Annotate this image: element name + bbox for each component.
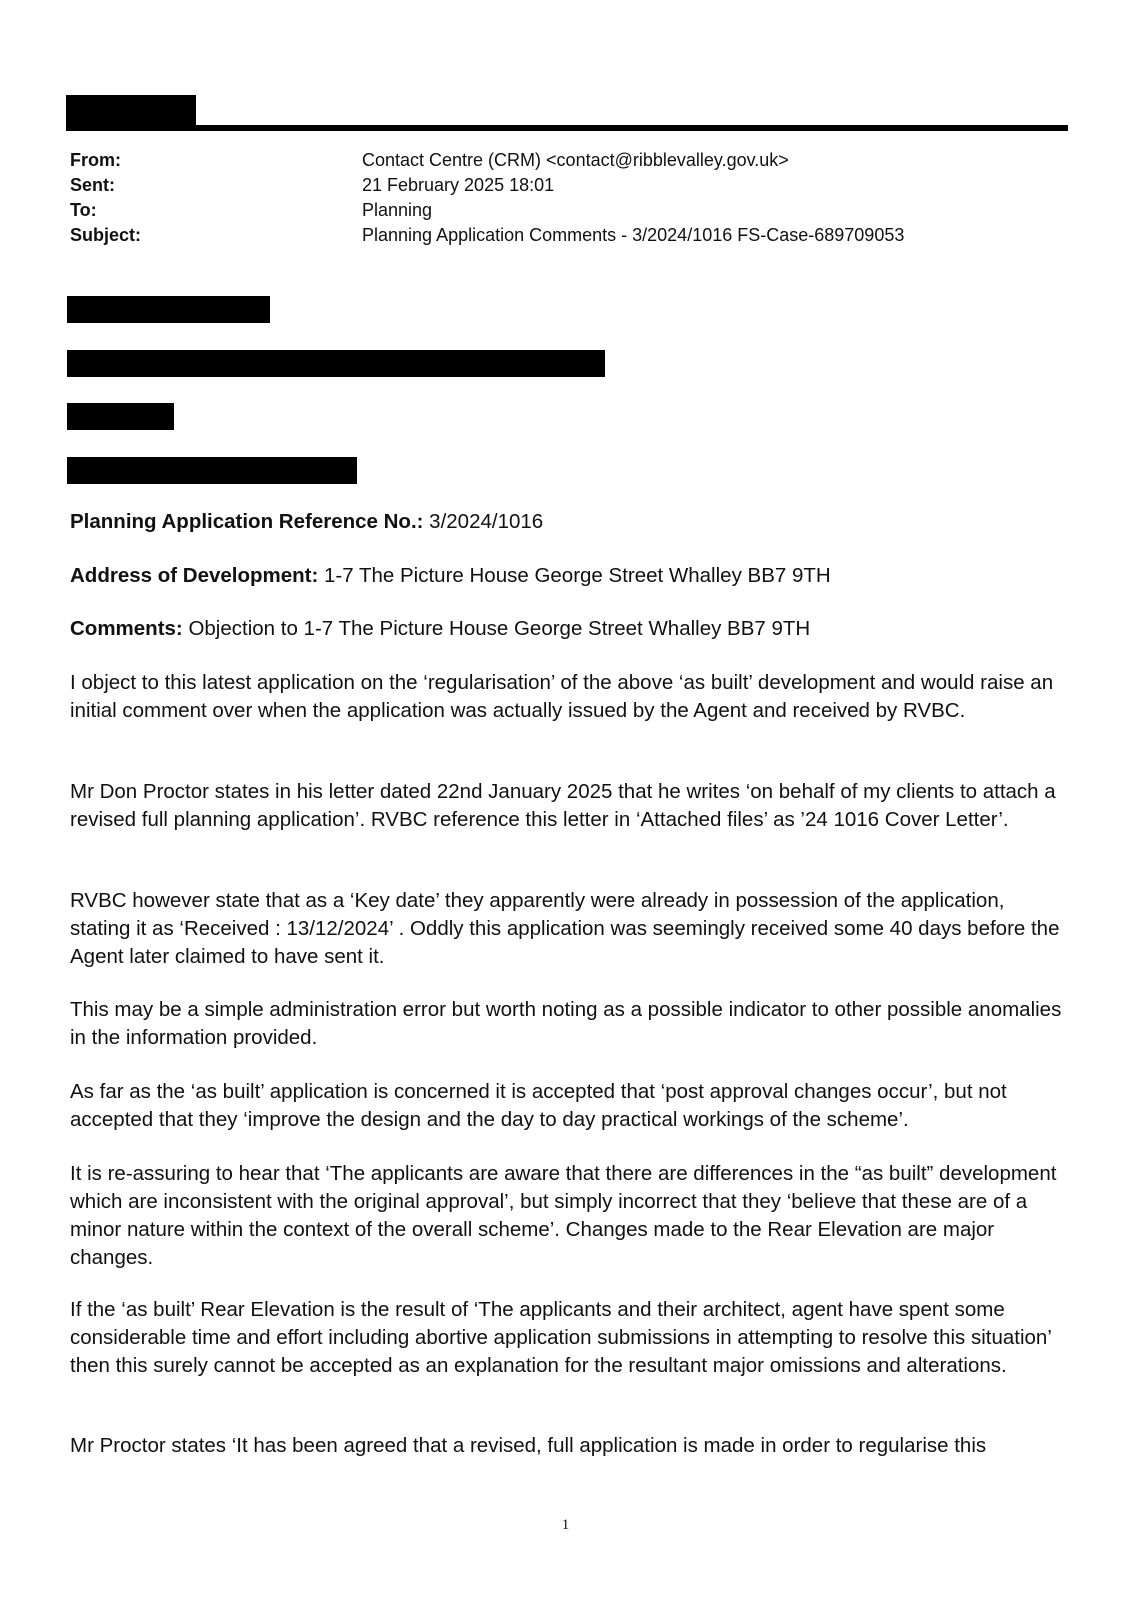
paragraph-8-text: Mr Proctor states ‘It has been agreed that a revised, full application is made in order to regularise this <box>70 1434 987 1457</box>
from-value: Contact Centre (CRM) <contact@ribblevalley.gov.uk> <box>362 150 789 170</box>
paragraph-1-text: I object to this latest application on the ‘regularisation’ of the above ‘as built’ development and would raise an initial comment over when the application was actually issued by the Agent and received by RVBC. <box>70 671 1054 722</box>
paragraph-3 <box>70 887 1070 971</box>
paragraph-6 <box>70 1160 1070 1272</box>
comments-line <box>70 615 1070 643</box>
to-value: Planning <box>362 200 433 220</box>
paragraph-7 <box>70 1296 1070 1380</box>
redaction-bar-2 <box>67 350 605 377</box>
paragraph-3-text: RVBC however state that as a ‘Key date’ they apparently were already in possession of the application, stating it as ‘Received : 13/12/2024’ . Oddly this application was seemingly received some 40 days before the Agent later claimed to have sent it. <box>70 889 1060 968</box>
redaction-bar-4 <box>67 457 357 484</box>
paragraph-4-text: This may be a simple administration error but worth noting as a possible indicator to other possible anomalies in the information provided. <box>70 998 1062 1049</box>
sent-label: Sent: <box>70 175 115 195</box>
subject-label: Subject: <box>70 225 142 245</box>
redaction-bar-3 <box>67 403 174 430</box>
redaction-bar-header <box>66 95 196 129</box>
comments-label: Comments: <box>70 617 183 640</box>
header-rule <box>66 125 1068 131</box>
paragraph-5 <box>70 1078 1070 1134</box>
sent-value: 21 February 2025 18:01 <box>362 175 555 195</box>
paragraph-7-text: If the ‘as built’ Rear Elevation is the result of ‘The applicants and their architect, agent have spent some considerable time and effort including abortive application submissions in attempting to resolve this situation’ then this surely cannot be accepted as an explanation for the resultant major omissions and alterations. <box>70 1298 1052 1377</box>
paragraph-2 <box>70 778 1070 834</box>
paragraph-6-text: It is re-assuring to hear that ‘The applicants are aware that there are differences in the “as built” development which are inconsistent with the original approval’, but simply incorrect that they ‘believe that these are of a minor nature within the context of the overall scheme’. Changes made to the Rear Elevation are major changes. <box>70 1162 1057 1269</box>
paragraph-8 <box>70 1432 1070 1460</box>
to-label: To: <box>70 200 97 220</box>
paragraph-5-text: As far as the ‘as built’ application is concerned it is accepted that ‘post approval changes occur’, but not accepted that they ‘improve the design and the day to day practical workings of the scheme’. <box>70 1080 1007 1131</box>
paragraph-1 <box>70 669 1070 725</box>
page-number: 1 <box>561 1517 570 1533</box>
reference-value: 3/2024/1016 <box>423 510 544 533</box>
redaction-bar-1 <box>67 296 270 323</box>
reference-line <box>70 508 1070 536</box>
subject-value: Planning Application Comments - 3/2024/1016 FS-Case-689709053 <box>362 225 905 245</box>
address-label: Address of Development: <box>70 564 319 587</box>
address-value: 1-7 The Picture House George Street Whalley BB7 9TH <box>318 564 831 587</box>
from-label: From: <box>70 150 121 170</box>
paragraph-2-text: Mr Don Proctor states in his letter dated 22nd January 2025 that he writes ‘on behalf of my clients to attach a revised full planning application’. RVBC reference this letter in ‘Attached files’ as ’24 1016 Cover Letter’. <box>70 780 1056 831</box>
comments-value: Objection to 1-7 The Picture House George Street Whalley BB7 9TH <box>182 617 811 640</box>
address-line <box>70 562 1070 590</box>
paragraph-4 <box>70 996 1070 1052</box>
reference-label: Planning Application Reference No.: <box>70 510 424 533</box>
